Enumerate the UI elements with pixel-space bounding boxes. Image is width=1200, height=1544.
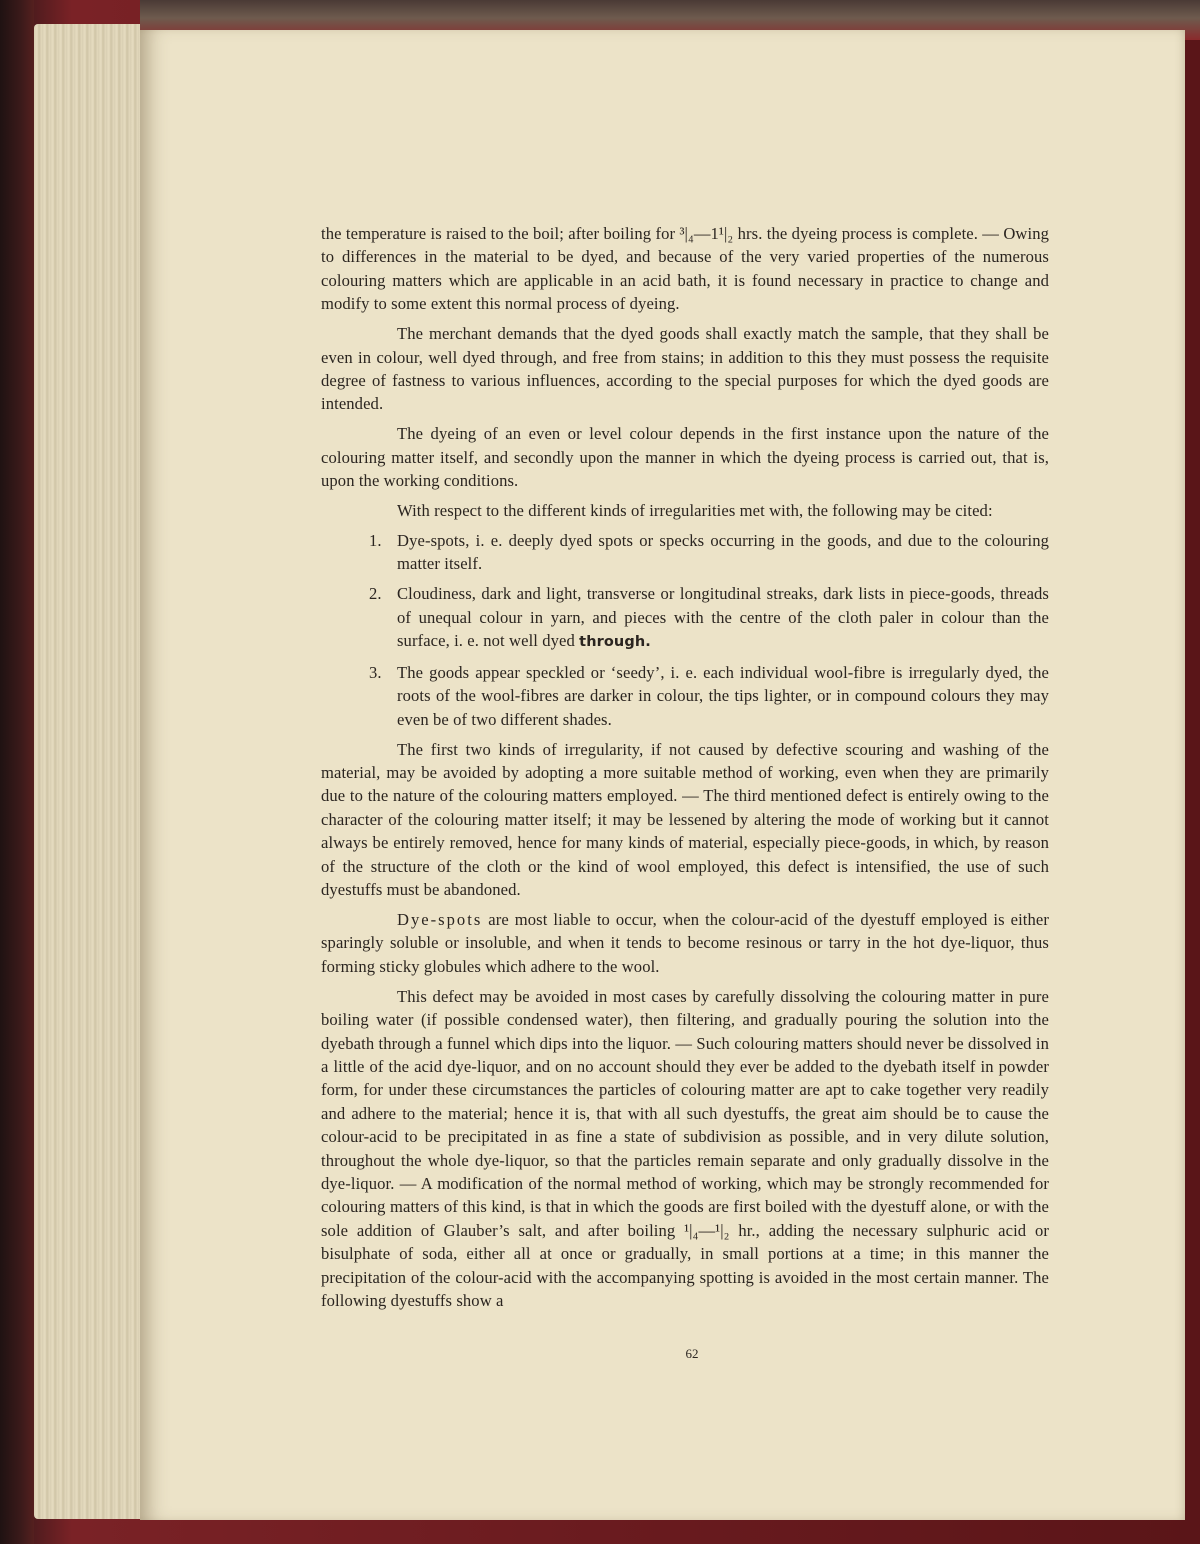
list-item-text: The goods appear speckled or ‘seedy’, i. e. each individual wool-fibre is irregularly dyed, the roots of the wool-fibres are darker in colour, the tips lighter, or in compound colours they may even be of two different shades. [397, 662, 1049, 729]
paragraph-4: With respect to the different kinds of irregularities met with, the following may be cited: [397, 500, 993, 520]
list-item [369, 582, 1049, 654]
paragraph-5: The first two kinds of irregularity, if not caused by defective scouring and washing of the material, may be avoided by adopting a more suitable method of working, even when they are primarily due to the nature of the colouring matters employed. — The third mentioned defect is entirely owing to the character of the colouring matter itself; it may be lessened by altering the mode of working but it cannot always be entirely removed, hence for many kinds of material, especially piece-goods, in which, by reason of the structure of the cloth or the kind of wool employed, this defect is intensified, the use of such dyestuffs must be abandoned. [321, 739, 1049, 900]
paragraph-3: The dyeing of an even or level colour depends in the first instance upon the nature of the colouring matter itself, and secondly upon the manner in which the dyeing process is carried out, that is, upon the working conditions. [321, 424, 1049, 491]
paragraph-2: The merchant demands that the dyed goods shall exactly match the sample, that they shall be even in colour, well dyed through, and free from stains; in addition to this they must possess the requisite degree of fastness to various influences, according to the special purposes for which the dyed goods are intended. [321, 324, 1049, 414]
paragraph-6 [321, 908, 1049, 978]
page-number: 62 [685, 1346, 699, 1361]
list-item-number: 3. [369, 662, 382, 682]
paragraph-6-body: are most liable to occur, when the colour-acid of the dyestuff employed is either sparingly soluble or insoluble, and when it tends to become resinous or tarry in the hot dye-liquor, thus forming sticky globules which adhere to the wool. [321, 909, 1050, 976]
book-page [140, 30, 1185, 1520]
list-item [369, 529, 1049, 576]
list-item-number: 1. [369, 530, 382, 550]
page-text [321, 222, 1049, 1319]
book-spine [0, 0, 34, 1544]
list-item-text: Dye-spots, i. e. deeply dyed spots or specks occurring in the goods, and due to the colouring matter itself. [397, 530, 1049, 574]
list-item-text: Cloudiness, dark and light, transverse or longitudinal streaks, dark lists in piece-goods, threads of unequal colour in yarn, and pieces with the centre of the cloth paler in colour than the surface, i. e. not well dyed [397, 584, 1049, 650]
defects-list [321, 529, 1049, 731]
paragraph-7: This defect may be avoided in most cases by carefully dissolving the colouring matter in pure boiling water (if possible condensed water), then filtering, and gradually pouring the solution into the dyebath through a funnel which dips into the liquor. — Such colouring matters should never be dissolved in a little of the acid dye-liquor, and on no account should they ever be added to the dyebath itself in powder form, for under these circumstances the particles of colouring matter are apt to cake together very readily and adhere to the material; hence it is, that with all such dyestuffs, the great aim should be to cause the colour-acid to be precipitated in as fine a state of subdivision as possible, and in very dilute solution, throughout the whole dye-liquor, so that the particles remain separate and only gradually dissolve in the dye-liquor. — A modification of the normal method of working, which may be strongly recommended for colouring matters of this kind, is that in which the goods are first boiled with the dyestuff alone, or with the sole addition of Glauber’s salt, and after boiling ¹|₄—¹|₂ hr., adding the necessary sulphuric acid or bisulphate of soda, either all at once or gradually, in small portions at a time; in this manner the precipitation of the colour-acid with the accompanying spotting is avoided in the most certain manner. The following dyestuffs show a [321, 986, 1049, 1310]
paragraph-1: the temperature is raised to the boil; after boiling for ³|₄—1¹|₂ hrs. the dyeing process is complete. — Owing to differences in the material to be dyed, and because of the very varied properties of the numerous colouring matters which are applicable in an acid bath, it is found necessary in practice to change and modify to some extent this normal process of dyeing. [321, 224, 1049, 314]
list-item [369, 661, 1049, 731]
paragraph-6-term: Dye-spots [397, 909, 483, 929]
list-item-emphasis: through. [579, 634, 651, 650]
list-item-number: 2. [369, 584, 382, 604]
page-edges [34, 24, 154, 1519]
